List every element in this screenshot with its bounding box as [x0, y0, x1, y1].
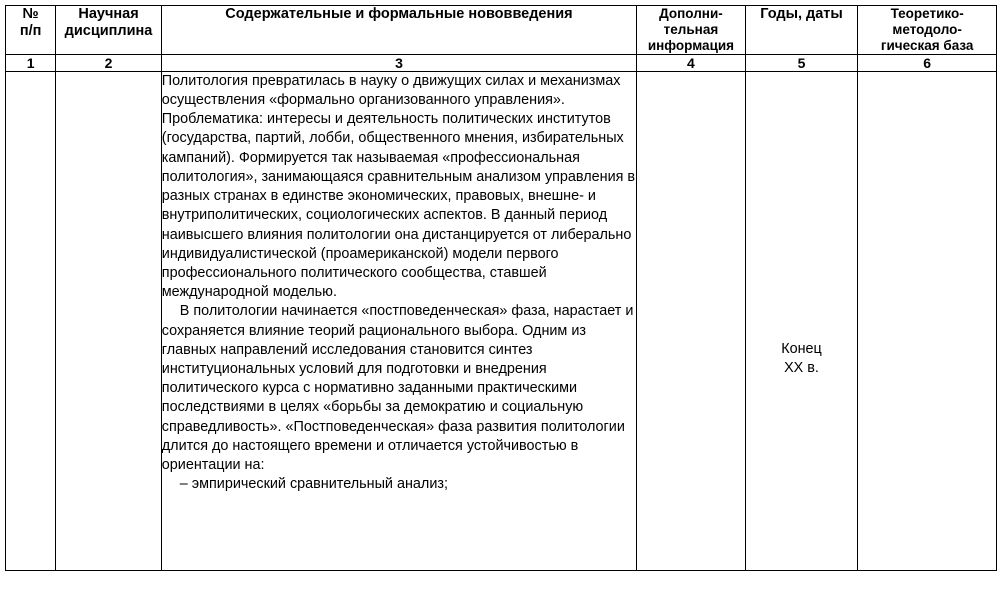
- column-number-1: 1: [6, 54, 56, 71]
- column-number-3: 3: [161, 54, 636, 71]
- column-header-additional-line-2: тельная: [663, 21, 719, 37]
- years-line-2: XX в.: [784, 359, 819, 376]
- document-page: [0, 5, 1000, 595]
- column-header-base-line-2: методоло-: [892, 21, 962, 37]
- column-number-6: 6: [858, 54, 997, 71]
- table-row: [6, 71, 997, 570]
- cell-innovations: [161, 71, 636, 570]
- column-header-years-line-1: Годы, даты: [760, 6, 843, 22]
- column-number-5: 5: [745, 54, 858, 71]
- innovations-paragraph-2: В политологии начинается «постповеденческая» фаза, нарастает и сохраняется влияние теорий рационального выбора. Одним из главных направлений исследования становится синтез институциональных условий для подготовки и внедрения политического курса с нормативно заданными практическими последствиями в целях «борьбы за демократию и социальную справедливость». «Постповеденческая» фаза развития политологии длится до настоящего времени и отличается устойчивостью в ориентации на:: [161, 303, 634, 474]
- cell-additional: [637, 71, 746, 570]
- cell-num: [6, 71, 56, 570]
- years-value: [746, 340, 858, 378]
- column-header-years: [745, 6, 858, 55]
- column-number-2: 2: [56, 54, 162, 71]
- column-number-4: 4: [637, 54, 746, 71]
- column-header-num-line-1: №: [22, 6, 39, 22]
- cell-base: [858, 71, 997, 570]
- column-header-base-line-3: гическая база: [880, 37, 974, 53]
- column-header-num-line-2: п/п: [19, 23, 42, 40]
- innovations-paragraph-1: Политология превратилась в науку о движущих силах и механизмах осуществления «формально организованного управления». Проблематика: интересы и деятельность политических институтов (государства, партий, лобби, общественного мнения, избирательных кампаний). Формируется так называемая «профессиональная политология», занимающаяся сравнительным анализом управления в разных странах в единстве экономических, правовых, внешне- и внутриполитических, социологических аспектов. В данный период наивысшего влияния политологии она дистанцируется от либерально индивидуалистической (проамериканской) модели первого профессионального политического сообщества, ставшей международной моделью.: [161, 72, 636, 301]
- years-line-1: Конец: [781, 340, 822, 357]
- column-number-row: [6, 54, 997, 71]
- column-header-base: [858, 6, 997, 55]
- column-header-innovations: [161, 6, 636, 55]
- column-header-innovations-line-1: Содержательные и формальные нововведения: [225, 6, 573, 22]
- column-header-additional-line-1: Дополни-: [659, 6, 723, 21]
- data-table: [5, 5, 997, 571]
- table-header-row: [6, 6, 997, 55]
- column-header-discipline-line-1: Научная: [78, 6, 139, 22]
- column-header-num: [6, 6, 56, 55]
- column-header-additional-line-3: информация: [647, 37, 735, 53]
- cell-years: [745, 71, 858, 570]
- innovations-paragraph-3: – эмпирический сравнительный анализ;: [179, 476, 448, 493]
- column-header-discipline-line-2: дисциплина: [64, 23, 153, 40]
- column-header-base-line-1: Теоретико-: [890, 6, 964, 21]
- column-header-additional: [637, 6, 746, 55]
- column-header-discipline: [56, 6, 162, 55]
- cell-discipline: [56, 71, 162, 570]
